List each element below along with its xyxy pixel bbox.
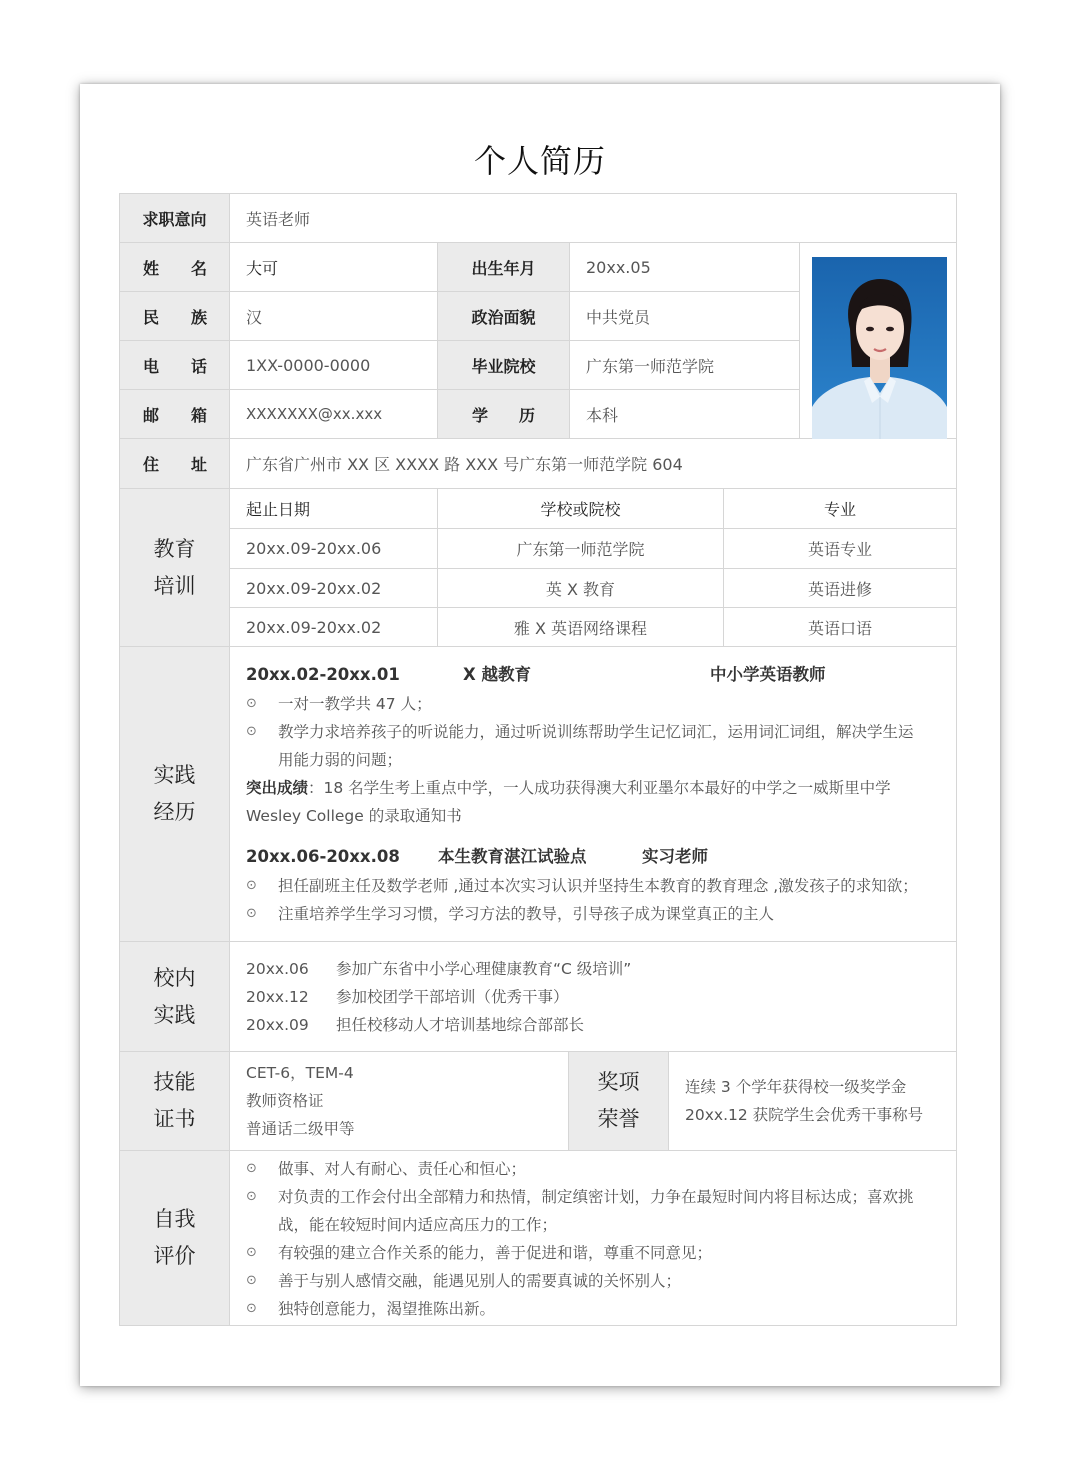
edu-header-date: 起止日期: [230, 489, 438, 529]
phone-label: 电 话: [119, 341, 230, 390]
bullet-icon: ⊙: [246, 1245, 257, 1260]
self-eval-line: 善于与别人感情交融，能遇见别人的需要真诚的关怀别人；: [278, 1272, 682, 1290]
job2-bullet: 担任副班主任及数学老师 ,通过本次实习认识并坚持生本教育的教育理念 ,激发孩子的求知欲；: [278, 877, 918, 895]
edu-row-date: 20xx.09-20xx.06: [230, 529, 438, 569]
job1-bullet-cont: 用能力弱的问题；: [278, 751, 403, 769]
ethnic-value: 汉: [230, 292, 438, 341]
skill-item: 普通话二级甲等: [246, 1120, 355, 1138]
address-value: 广东省广州市 XX 区 XXXX 路 XXX 号广东第一师范学院 604: [230, 439, 957, 489]
edu-row-date: 20xx.09-20xx.02: [230, 608, 438, 647]
campus-date: 20xx.12: [246, 988, 309, 1006]
self-eval-line-cont: 战，能在较短时间内适应高压力的工作；: [278, 1216, 558, 1234]
skill-item: 教师资格证: [246, 1092, 324, 1110]
edu-row-school: 英 X 教育: [438, 569, 724, 608]
ethnic-label: 民 族: [119, 292, 230, 341]
email-label: 邮 箱: [119, 390, 230, 439]
politics-label: 政治面貌: [438, 292, 570, 341]
education-label: 教育 培训: [119, 489, 230, 647]
edu-row-school: 广东第一师范学院: [438, 529, 724, 569]
birth-label: 出生年月: [438, 243, 570, 292]
job1-org: X 越教育: [463, 665, 531, 684]
edu-header-school: 学校或院校: [438, 489, 724, 529]
bullet-icon: ⊙: [246, 878, 257, 893]
bullet-icon: ⊙: [246, 724, 257, 739]
bullet-icon: ⊙: [246, 1273, 257, 1288]
skills-label: 技能 证书: [119, 1052, 230, 1151]
bullet-icon: ⊙: [246, 696, 257, 711]
job1-achievement-cont: Wesley College 的录取通知书: [246, 807, 462, 825]
bullet-icon: ⊙: [246, 1189, 257, 1204]
edu-row-major: 英语专业: [724, 529, 957, 569]
profile-photo: [812, 257, 947, 439]
address-label: 住 址: [119, 439, 230, 489]
job1-bullet: 一对一教学共 47 人；: [278, 695, 432, 713]
job2-date: 20xx.06-20xx.08: [246, 847, 400, 866]
job2-org: 本生教育湛江试验点: [438, 847, 587, 866]
campus-date: 20xx.09: [246, 1016, 309, 1034]
campus-text: 参加校团学干部培训（优秀干事）: [336, 988, 569, 1006]
job1-achievement: 突出成绩：18 名学生考上重点中学，一人成功获得澳大利亚墨尔本最好的中学之一威斯里中学: [246, 779, 891, 797]
awards-label: 奖项 荣誉: [569, 1052, 669, 1151]
award-item: 20xx.12 获院学生会优秀干事称号: [685, 1106, 924, 1124]
edu-row-date: 20xx.09-20xx.02: [230, 569, 438, 608]
job2-role: 实习老师: [642, 847, 708, 866]
self-eval-line: 独特创意能力，渴望推陈出新。: [278, 1300, 496, 1318]
self-eval-line: 做事、对人有耐心、责任心和恒心；: [278, 1160, 527, 1178]
job1-bullet: 教学力求培养孩子的听说能力，通过听说训练帮助学生记忆词汇，运用词汇词组，解决学生运: [278, 723, 914, 741]
politics-value: 中共党员: [570, 292, 800, 341]
bullet-icon: ⊙: [246, 1161, 257, 1176]
email-value: XXXXXXX@xx.xxx: [230, 390, 438, 439]
practice-label: 实践 经历: [119, 647, 230, 942]
bullet-icon: ⊙: [246, 906, 257, 921]
edu-row-major: 英语进修: [724, 569, 957, 608]
campus-label: 校内 实践: [119, 942, 230, 1052]
campus-text: 参加广东省中小学心理健康教育“C 级培训”: [336, 960, 632, 978]
skill-item: CET-6，TEM-4: [246, 1064, 354, 1082]
job1-role: 中小学英语教师: [710, 665, 826, 684]
bullet-icon: ⊙: [246, 1301, 257, 1316]
award-item: 连续 3 个学年获得校一级奖学金: [685, 1078, 907, 1096]
intent-value: 英语老师: [230, 193, 957, 243]
self-eval-line: 有较强的建立合作关系的能力，善于促进和谐，尊重不同意见；: [278, 1244, 713, 1262]
name-value: 大可: [230, 243, 438, 292]
name-label: 姓 名: [119, 243, 230, 292]
intent-label: 求职意向: [119, 193, 230, 243]
school-value: 广东第一师范学院: [570, 341, 800, 390]
page-title: 个人简历: [473, 142, 606, 180]
self-eval-line: 对负责的工作会付出全部精力和热情，制定缜密计划，力争在最短时间内将目标达成；喜欢挑: [278, 1188, 914, 1206]
job2-bullet: 注重培养学生学习习惯，学习方法的教导，引导孩子成为课堂真正的主人: [278, 905, 775, 923]
birth-value: 20xx.05: [570, 243, 800, 292]
campus-text: 担任校移动人才培训基地综合部部长: [336, 1016, 585, 1034]
degree-value: 本科: [570, 390, 800, 439]
edu-header-major: 专业: [724, 489, 957, 529]
campus-date: 20xx.06: [246, 960, 309, 978]
self-eval-label: 自我 评价: [119, 1151, 230, 1326]
school-label: 毕业院校: [438, 341, 570, 390]
edu-row-school: 雅 X 英语网络课程: [438, 608, 724, 647]
phone-value: 1XX-0000-0000: [230, 341, 438, 390]
degree-label: 学 历: [438, 390, 570, 439]
edu-row-major: 英语口语: [724, 608, 957, 647]
job1-date: 20xx.02-20xx.01: [246, 665, 400, 684]
